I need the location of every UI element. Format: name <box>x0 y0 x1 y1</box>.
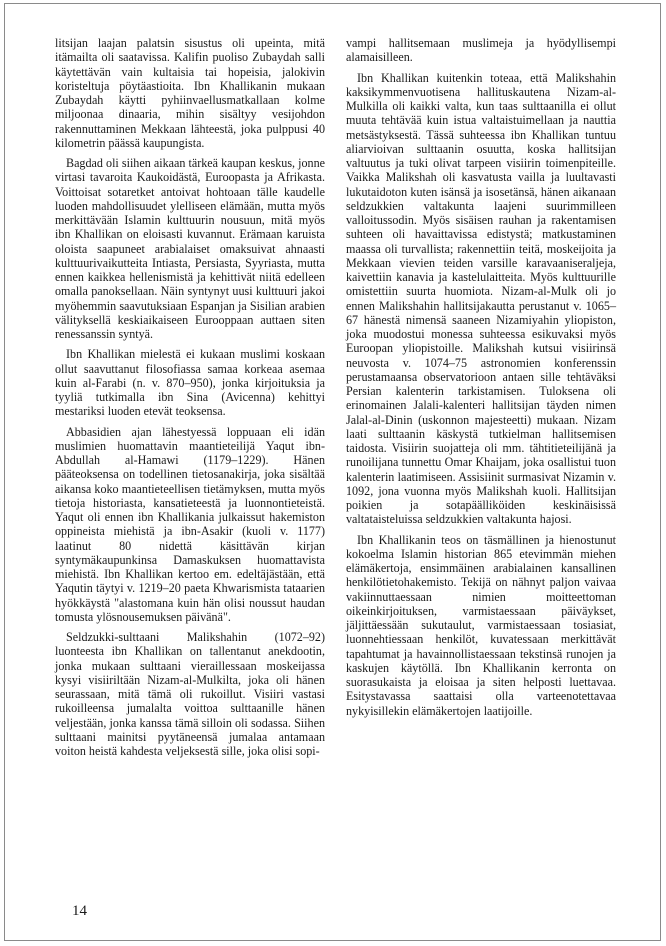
paragraph: Bagdad oli siihen aikaan tärkeä kaupan keskus, jonne virtasi tavaroita Kaukoidästä, Euroopasta ja Afrikasta. Voittoisat sotaretket antoivat hohtoaan tälle kaudelle luoden mahdollisuudet ylelliseen elämään, mutta myös merkittävään Islamin kulttuurin nousuun, mitä myös ibn Khallikan on eloisasti kuvannut. Erämaan karuista oloista saapuneet arabialaiset omaksuivat ahnaasti kulttuurivaikutteita Intiasta, Persiasta, Syyriasta, mutta ennen kaikkea hellenismistä ja kehittivät niitä edelleen omalla panoksellaan. Näin syntynyt uusi kulttuuri jakoi myöhemmin saavutuksiaan Espanjan ja Sisilian arabien välityksellä keskiaikaiseen Eurooppaan auttaen siten renessanssin syntyä. <box>55 156 325 341</box>
paragraph: vampi hallitsemaan muslimeja ja hyödyllisempi alamaisilleen. <box>346 36 616 65</box>
paragraph: Ibn Khallikan kuitenkin toteaa, että Malikshahin kaksikymmenvuotisena hallituskautena Nizam-al-Mulkilla oli kaikki valta, kun taas sulttaanilla ei ollut muuta tehtävää kuin istua valtaistuimellaan ja nauttia metsästyksestä. Tässä suhteessa ibn Khallikan tuntuu aliarvioivan sulttaanin osuutta, koska hallitsijan valtuutus ja tuki olivat tarpeen visiirin toimenpiteille. Vaikka Malikshah oli kasvatusta vailla ja luultavasti lukutaidoton kuten isänsä ja isosetänsä, hänen aikanaan seldzukkien valtakunta laajeni suurimmilleen valloitussodin. Myös sisäisen rauhan ja rakentamisen suhteen oli havaittavissa edistystä; matkustaminen maassa oli turvallista; rakennettiin teitä, moskeijoita ja Mekkaan vievien teiden varsille karavaaniseraljeja, kaivettiin kanavia ja kastelulaitteita. Myös kulttuurille omistettiin suurta huomiota. Nizam-al-Mulk oli jo ennen Malikshahin hallitsijakautta perustanut v. 1065–67 hänestä nimensä saaneen Nizamiyahin yliopiston, joka muodostui monessa suhteessa esikuvaksi myös Euroopan yliopistoille. Malikshah kutsui visiirinsä neuvosta v. 1074–75 astronomien konferenssin perustamaansa observatorioon antaen sille tehtäväksi Persian kalenterin tarkistamisen. Tuloksena oli erinomainen Jalali-kalenteri hallitsijan täyden nimen Jalal-al-Dinin (uskonnon majesteetti) mukaan. Nizam laati sulttaanin käskystä tutkielman hallitsemisen taidosta. Visiirin suojatteja oli mm. tähtitieteilijänä ja runoilijana tunnettu Omar Khaijam, joka osallistui tuon kalenterin laatimiseen. Assisiinit surmasivat Nizamin v. 1092, jona vuonna myös Malikshah kuoli. Hallitsijan poikien ja sotapäälliköiden keskinäisissä valtataisteluissa seldzukkien valtakunta hajosi. <box>346 70 616 527</box>
paragraph: litsijan laajan palatsin sisustus oli upeinta, mitä itämailta oli saatavissa. Kalifin puoliso Zubaydah salli käytettävän vain kultaisia tai hopeisia, jalokivin koristeltuja pöytäastioita. Ibn Khallikanin mukaan Zubaydah käytti pyhiinvaellusmatkallaan kolme miljoonaa dinaaria, mihin sisältyy vesijohdon rakennuttaminen Mekkaan lähteestä, joka pulppusi 40 kilometrin päässä kaupungista. <box>55 36 325 150</box>
paragraph: Abbasidien ajan lähestyessä loppuaan eli idän muslimien huomattavin maantieteilijä Yaqut ibn-Abdullah al-Hamawi (1179–1229). Hänen pääteoksensa on todellinen tietosanakirja, joka sisältää aikansa koko maantieteellisen tietämyksen, mutta myös tietoja historiasta, kansatieteestä ja luonnontieteistä. Yaqut oli ennen ibn Khallikania julkaissut hakemiston oppineista miehistä ja ibn-Asakir (kuoli v. 1177) laatinut 80 nidettä käsittävän kirjan syntymäkaupunkinsa Damaskuksen huomattavista miehistä. Ibn Khallikan kertoo em. edeltäjästään, että Yaqutin täytyi v. 1219–20 paeta Khwarismista tataarien hyökkäystä "alastomana kuin hän olisi noussut haudan tomusta ylösnousemuksen päivänä". <box>55 424 325 624</box>
paragraph: Seldzukki-sulttaani Malikshahin (1072–92) luonteesta ibn Khallikan on tallentanut anekdootin, jonka mukaan sulttaani vieraillessaan moskeijassa kysyi visiiriltään Nizam-al-Mulkilta, joka oli hänen seurassaan, mitä tämä oli rukoillut. Visiiri vastasi rukoilleensa jumalalta voittoa sulttaanille hänen veljestään, jonka kanssa tämä silloin oli sodassa. Siihen sulttaani mainitsi pyytäneensä jumalaa antamaan voiton heistä kahdesta veljeksestä sille, joka olisi sopi- <box>55 630 325 758</box>
page-number: 14 <box>72 903 87 919</box>
left-text-column <box>55 36 325 764</box>
paragraph: Ibn Khallikanin teos on täsmällinen ja hienostunut kokoelma Islamin historian 865 etevimmän miehen elämäkertoja, ensimmäinen arabialainen kansallinen henkilötietohakemisto. Tekijä on nähnyt paljon vaivaa vakiinnuttaessaan nimien moitteettoman oikeinkirjoituksen, varmistaessaan päiväykset, jäljittäessään sukutaulut, varmistaessaan tosiasiat, luonnehtiessaan henkilöt, kuvatessaan merkittävät tapahtumat ja havainnollistaessaan tekstinsä runojen ja kaskujen käytöllä. Ibn Khallikanin kerronta on suorasukaista ja eloisaa ja siten helposti luettavaa. Esitystavassa saattaisi olla varteenotettavaa nykyisillekin elämäkertojen laatijoille. <box>346 532 616 718</box>
paragraph: Ibn Khallikan mielestä ei kukaan muslimi koskaan ollut saavuttanut filosofiassa samaa korkeaa asemaa kuin al-Farabi (n. v. 870–950), jonka kirjoituksia ja tyyliä tutkimalla ibn Sina (Avicenna) kehittyi mestariksi luoden etevät teoksensa. <box>55 347 325 419</box>
right-text-column <box>346 36 616 724</box>
